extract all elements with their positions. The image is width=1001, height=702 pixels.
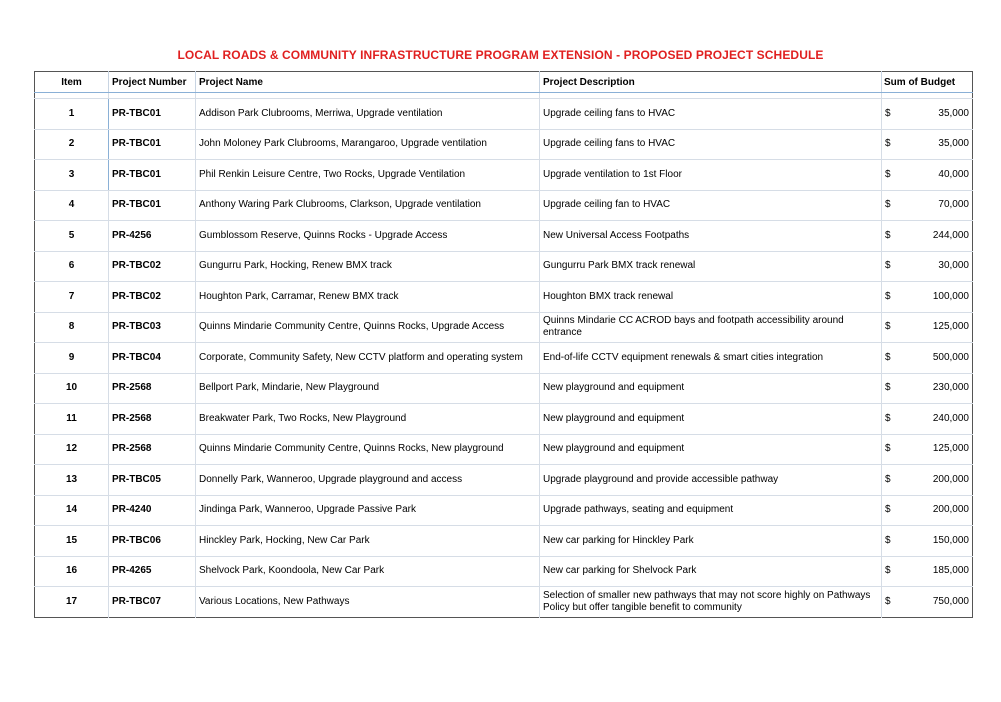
cell-project-description: Upgrade ventilation to 1st Floor [540, 160, 882, 191]
budget-value: 500,000 [932, 351, 969, 363]
cell-project-name: Quinns Mindarie Community Centre, Quinns Rocks, Upgrade Access [196, 312, 540, 343]
cell-item: 15 [35, 526, 109, 557]
currency-symbol: $ [885, 534, 891, 546]
cell-project-description: Upgrade ceiling fan to HVAC [540, 190, 882, 221]
cell-project-name: Gumblossom Reserve, Quinns Rocks - Upgrade Access [196, 221, 540, 252]
budget-amount [885, 260, 969, 272]
cell-project-number: PR-TBC07 [109, 587, 196, 618]
cell-project-number: PR-TBC04 [109, 343, 196, 374]
budget-amount [885, 596, 969, 608]
cell-project-number: PR-TBC01 [109, 160, 196, 191]
table-row [35, 190, 973, 221]
cell-project-name: Houghton Park, Carramar, Renew BMX track [196, 282, 540, 313]
cell-item: 3 [35, 160, 109, 191]
cell-budget [882, 99, 973, 130]
budget-amount [885, 443, 969, 455]
table-row [35, 221, 973, 252]
table-row [35, 495, 973, 526]
cell-project-number: PR-4256 [109, 221, 196, 252]
budget-value: 70,000 [938, 199, 969, 211]
cell-project-name: Donnelly Park, Wanneroo, Upgrade playground and access [196, 465, 540, 496]
cell-project-description: Upgrade pathways, seating and equipment [540, 495, 882, 526]
budget-value: 200,000 [932, 473, 969, 485]
budget-amount [885, 535, 969, 547]
budget-amount [885, 321, 969, 333]
table-body [35, 93, 973, 618]
column-header-project-name: Project Name [196, 72, 540, 93]
currency-symbol: $ [885, 382, 891, 394]
table-row [35, 434, 973, 465]
currency-symbol: $ [885, 107, 891, 119]
budget-value: 35,000 [938, 138, 969, 150]
currency-symbol: $ [885, 504, 891, 516]
cell-project-description: Upgrade playground and provide accessible pathway [540, 465, 882, 496]
budget-value: 240,000 [932, 412, 969, 424]
cell-project-number: PR-TBC06 [109, 526, 196, 557]
cell-budget [882, 282, 973, 313]
table-row [35, 99, 973, 130]
cell-project-name: Corporate, Community Safety, New CCTV platform and operating system [196, 343, 540, 374]
cell-project-description: Gungurru Park BMX track renewal [540, 251, 882, 282]
budget-amount [885, 382, 969, 394]
cell-item: 11 [35, 404, 109, 435]
cell-item: 13 [35, 465, 109, 496]
currency-symbol: $ [885, 473, 891, 485]
cell-project-number: PR-2568 [109, 434, 196, 465]
cell-item: 10 [35, 373, 109, 404]
currency-symbol: $ [885, 443, 891, 455]
cell-project-description: New playground and equipment [540, 373, 882, 404]
cell-budget [882, 221, 973, 252]
cell-project-number: PR-2568 [109, 404, 196, 435]
currency-symbol: $ [885, 199, 891, 211]
budget-amount [885, 291, 969, 303]
cell-item: 6 [35, 251, 109, 282]
cell-budget [882, 343, 973, 374]
currency-symbol: $ [885, 321, 891, 333]
cell-project-description: New playground and equipment [540, 404, 882, 435]
currency-symbol: $ [885, 595, 891, 607]
cell-project-number: PR-4240 [109, 495, 196, 526]
budget-amount [885, 565, 969, 577]
table-row [35, 373, 973, 404]
cell-budget [882, 373, 973, 404]
table-row [35, 526, 973, 557]
budget-value: 125,000 [932, 321, 969, 333]
cell-project-description: Upgrade ceiling fans to HVAC [540, 129, 882, 160]
currency-symbol: $ [885, 351, 891, 363]
cell-budget [882, 495, 973, 526]
cell-budget [882, 526, 973, 557]
cell-project-name: Phil Renkin Leisure Centre, Two Rocks, Upgrade Ventilation [196, 160, 540, 191]
cell-budget [882, 587, 973, 618]
cell-project-name: Quinns Mindarie Community Centre, Quinns Rocks, New playground [196, 434, 540, 465]
currency-symbol: $ [885, 168, 891, 180]
cell-item: 7 [35, 282, 109, 313]
cell-budget [882, 312, 973, 343]
cell-item: 2 [35, 129, 109, 160]
budget-amount [885, 199, 969, 211]
cell-item: 17 [35, 587, 109, 618]
currency-symbol: $ [885, 138, 891, 150]
cell-budget [882, 129, 973, 160]
column-header-budget: Sum of Budget [882, 72, 973, 93]
cell-item: 9 [35, 343, 109, 374]
table-row [35, 587, 973, 618]
cell-project-name: Anthony Waring Park Clubrooms, Clarkson, Upgrade ventilation [196, 190, 540, 221]
budget-amount [885, 138, 969, 150]
table-row [35, 556, 973, 587]
currency-symbol: $ [885, 565, 891, 577]
cell-item: 1 [35, 99, 109, 130]
budget-value: 35,000 [938, 107, 969, 119]
cell-budget [882, 465, 973, 496]
budget-value: 200,000 [932, 504, 969, 516]
cell-project-description: New car parking for Shelvock Park [540, 556, 882, 587]
budget-amount [885, 169, 969, 181]
budget-value: 150,000 [932, 534, 969, 546]
budget-amount [885, 474, 969, 486]
cell-project-name: Shelvock Park, Koondoola, New Car Park [196, 556, 540, 587]
budget-amount [885, 230, 969, 242]
budget-value: 100,000 [932, 290, 969, 302]
budget-value: 750,000 [932, 595, 969, 607]
cell-budget [882, 160, 973, 191]
cell-project-number: PR-TBC02 [109, 282, 196, 313]
currency-symbol: $ [885, 260, 891, 272]
cell-item: 12 [35, 434, 109, 465]
cell-project-number: PR-TBC01 [109, 190, 196, 221]
budget-amount [885, 352, 969, 364]
budget-value: 40,000 [938, 168, 969, 180]
cell-budget [882, 434, 973, 465]
currency-symbol: $ [885, 290, 891, 302]
cell-project-description: Quinns Mindarie CC ACROD bays and footpath accessibility around entrance [540, 312, 882, 343]
cell-project-description: Upgrade ceiling fans to HVAC [540, 99, 882, 130]
cell-project-description: New Universal Access Footpaths [540, 221, 882, 252]
budget-value: 30,000 [938, 260, 969, 272]
budget-amount [885, 413, 969, 425]
cell-project-number: PR-TBC02 [109, 251, 196, 282]
cell-project-description: New playground and equipment [540, 434, 882, 465]
table-row [35, 251, 973, 282]
cell-project-number: PR-TBC03 [109, 312, 196, 343]
budget-value: 125,000 [932, 443, 969, 455]
cell-project-number: PR-4265 [109, 556, 196, 587]
column-header-project-number: Project Number [109, 72, 196, 93]
cell-item: 5 [35, 221, 109, 252]
table-row [35, 160, 973, 191]
currency-symbol: $ [885, 412, 891, 424]
cell-project-description: End-of-life CCTV equipment renewals & smart cities integration [540, 343, 882, 374]
table-row [35, 312, 973, 343]
column-header-project-description: Project Description [540, 72, 882, 93]
cell-project-name: John Moloney Park Clubrooms, Marangaroo, Upgrade ventilation [196, 129, 540, 160]
document-title: LOCAL ROADS & COMMUNITY INFRASTRUCTURE PROGRAM EXTENSION - PROPOSED PROJECT SCHEDULE [177, 48, 824, 62]
cell-budget [882, 251, 973, 282]
cell-project-description: Houghton BMX track renewal [540, 282, 882, 313]
cell-item: 14 [35, 495, 109, 526]
currency-symbol: $ [885, 229, 891, 241]
cell-project-description: New car parking for Hinckley Park [540, 526, 882, 557]
cell-item: 4 [35, 190, 109, 221]
table-header-row [35, 72, 973, 93]
cell-item: 8 [35, 312, 109, 343]
cell-project-name: Bellport Park, Mindarie, New Playground [196, 373, 540, 404]
budget-amount [885, 108, 969, 120]
cell-project-name: Addison Park Clubrooms, Merriwa, Upgrade ventilation [196, 99, 540, 130]
cell-project-number: PR-2568 [109, 373, 196, 404]
table-row [35, 129, 973, 160]
table-row [35, 465, 973, 496]
cell-project-name: Various Locations, New Pathways [196, 587, 540, 618]
budget-value: 244,000 [932, 229, 969, 241]
cell-budget [882, 190, 973, 221]
column-header-item: Item [35, 72, 109, 93]
budget-amount [885, 504, 969, 516]
cell-budget [882, 404, 973, 435]
cell-item: 16 [35, 556, 109, 587]
cell-project-description: Selection of smaller new pathways that may not score highly on Pathways Policy but offer tangible benefit to community [540, 587, 882, 618]
cell-project-number: PR-TBC01 [109, 99, 196, 130]
cell-project-name: Hinckley Park, Hocking, New Car Park [196, 526, 540, 557]
cell-project-name: Gungurru Park, Hocking, Renew BMX track [196, 251, 540, 282]
table-row [35, 343, 973, 374]
budget-value: 230,000 [932, 382, 969, 394]
project-schedule-table [34, 71, 973, 618]
cell-project-number: PR-TBC01 [109, 129, 196, 160]
budget-value: 185,000 [932, 565, 969, 577]
cell-project-number: PR-TBC05 [109, 465, 196, 496]
table-row [35, 404, 973, 435]
table-row [35, 282, 973, 313]
cell-project-name: Jindinga Park, Wanneroo, Upgrade Passive Park [196, 495, 540, 526]
cell-project-name: Breakwater Park, Two Rocks, New Playground [196, 404, 540, 435]
cell-budget [882, 556, 973, 587]
